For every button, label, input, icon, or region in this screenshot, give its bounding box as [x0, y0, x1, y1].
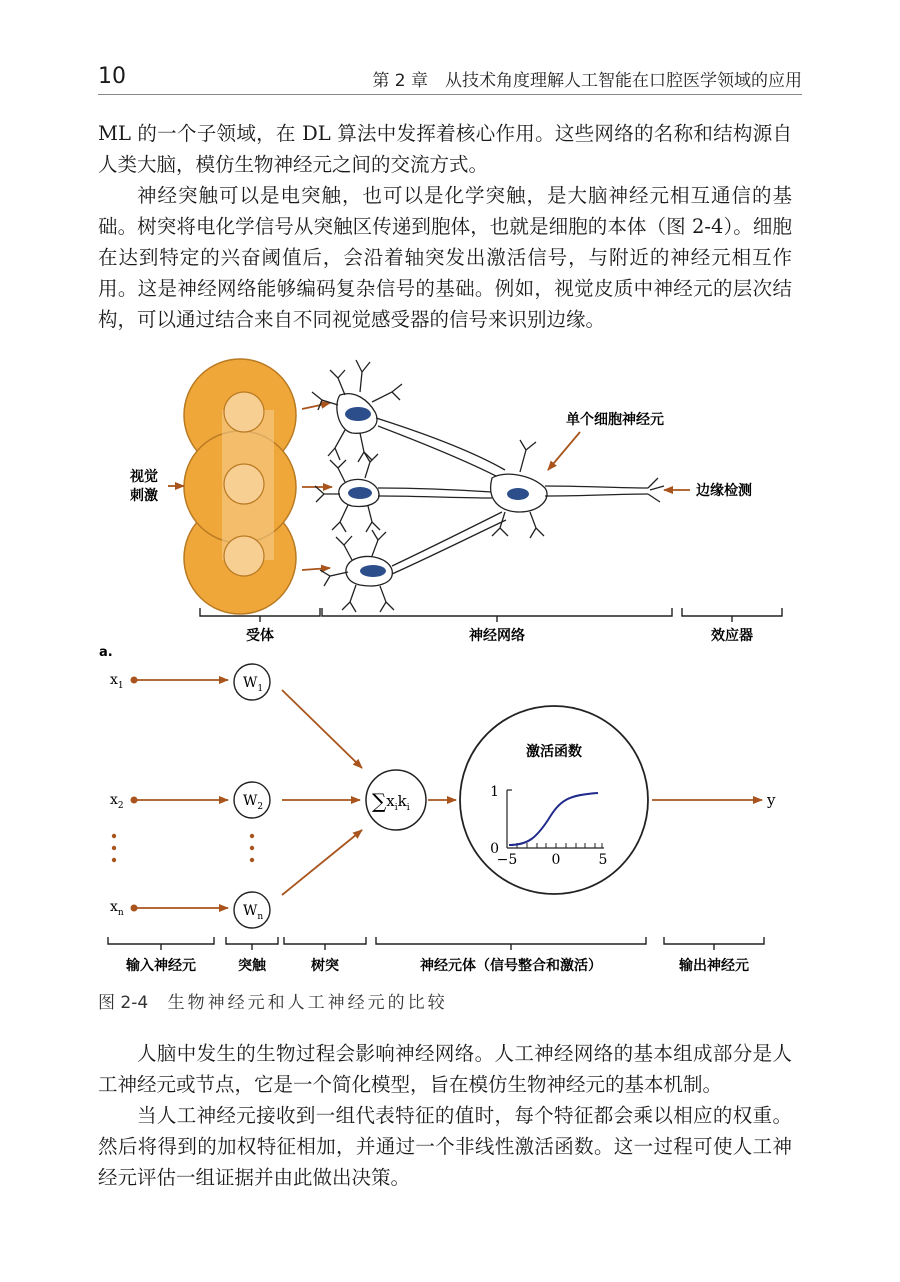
brace-output: [664, 937, 764, 950]
ann-braces: [108, 937, 764, 950]
input-x1: $x_1$: [110, 672, 124, 691]
input-x2: $x_2$: [110, 792, 124, 811]
receptor-arrow-1: [302, 403, 330, 409]
brace-body: [376, 937, 646, 950]
receptor-arrow-3: [302, 568, 330, 570]
single-neuron-label: 单个细胞神经元: [566, 412, 664, 428]
neuron-middle: [315, 452, 492, 532]
chapter-title: 第 2 章 从技术角度理解人工智能在口腔医学领域的应用: [372, 71, 802, 91]
receptor-stack: [184, 359, 296, 614]
brace-receptor-label: 受体: [246, 628, 274, 644]
brace-dendrite: [284, 937, 366, 950]
brace-input-label: 输入神经元: [126, 958, 196, 974]
single-neuron-arrow: [548, 432, 580, 470]
plot-x-tick-label-5: 5: [598, 852, 608, 868]
weight-w1: $W_1$: [243, 675, 264, 694]
brace-effector-label: 效应器: [711, 628, 753, 644]
receptor-inner-1: [224, 392, 264, 432]
plot-y-tick-label-1: 1: [490, 784, 499, 800]
input-xn: $x_n$: [110, 899, 124, 918]
input-ellipsis: [112, 834, 116, 862]
weight-wn: $W_n$: [243, 903, 264, 922]
page-number: 10: [98, 64, 126, 89]
neuron-nucleus-middle: [348, 487, 372, 499]
input-dot-n: [131, 905, 138, 912]
brace-network: [322, 608, 672, 622]
edge-detection-label: 边缘检测: [696, 483, 752, 499]
bio-braces: [200, 608, 782, 622]
brace-synapse: [226, 937, 278, 950]
brace-output-label: 输出神经元: [679, 958, 749, 974]
plot-x-tick-label-neg5: −5: [496, 852, 518, 868]
activation-title: 激活函数: [526, 744, 582, 760]
brace-network-label: 神经网络: [469, 628, 525, 644]
receptor-inner-3: [224, 536, 264, 576]
neuron-nucleus-integrating: [507, 488, 529, 500]
brace-effector: [682, 608, 782, 622]
neuron-nucleus-bottom: [360, 565, 386, 577]
caption-title: 生物神经元和人工神经元的比较: [167, 993, 448, 1013]
brace-dendrite-label: 树突: [311, 958, 339, 974]
neuron-top: [312, 360, 505, 478]
neuron-comparison-figure: [0, 340, 900, 980]
plot-x-tick-label-0: 0: [551, 852, 561, 868]
neuron-bottom: [320, 512, 506, 612]
figure-caption: [98, 988, 448, 1013]
input-dot-2: [131, 797, 138, 804]
plot-y-tick-label-0: 0: [490, 841, 499, 857]
page-header: [98, 64, 802, 95]
brace-body-label: 神经元体（信号整合和激活）: [420, 958, 602, 974]
brace-input: [108, 937, 214, 950]
paragraph-ann-basics: 人脑中发生的生物过程会影响神经网络。人工神经网络的基本组成部分是人工神经元或节点，它是一个简化模型，旨在模仿生物神经元的基本机制。: [98, 1042, 792, 1096]
paragraph-ann-process: 当人工神经元接收到一组代表特征的值时，每个特征都会乘以相应的权重。然后将得到的加权特征相加，并通过一个非线性激活函数。这一过程可使人工神经元评估一组证据并由此做出决策。: [98, 1104, 792, 1189]
receptor-inner-2: [224, 464, 264, 504]
synapse-arrow-1: [282, 690, 362, 768]
caption-number: 图 2-4: [98, 993, 149, 1013]
panel-label: a.: [99, 645, 113, 660]
paragraph-synapse: 神经突触可以是电突触，也可以是化学突触，是大脑神经元相互通信的基础。树突将电化学信号从突触区传递到胞体，也就是细胞的本体（图 2-4）。细胞在达到特定的兴奋阈值后，会沿着轴突发出激活信号，与附近的神经元相互作用。这是神经网络能够编码复杂信号的基础。例如，视觉皮质中神经元的层次结构，可以通过结合来自不同视觉感受器的信号来识别边缘。: [98, 184, 792, 331]
stimulus-label-2: 刺激: [130, 488, 158, 504]
synapse-arrow-n: [282, 830, 362, 895]
weight-ellipsis: [250, 834, 254, 862]
output-label: y: [767, 791, 776, 809]
brace-synapse-label: 突触: [238, 958, 266, 974]
weight-w2: $W_2$: [243, 793, 264, 812]
neuron-nucleus-top: [345, 407, 371, 421]
stimulus-label-1: 视觉: [130, 469, 158, 485]
input-dot-1: [131, 677, 138, 684]
paragraph-continued: ML 的一个子领域，在 DL 算法中发挥着核心作用。这些网络的名称和结构源自人类大脑，模仿生物神经元之间的交流方式。: [98, 122, 792, 176]
summation-label: $\sum x_ik_i$: [372, 789, 410, 813]
